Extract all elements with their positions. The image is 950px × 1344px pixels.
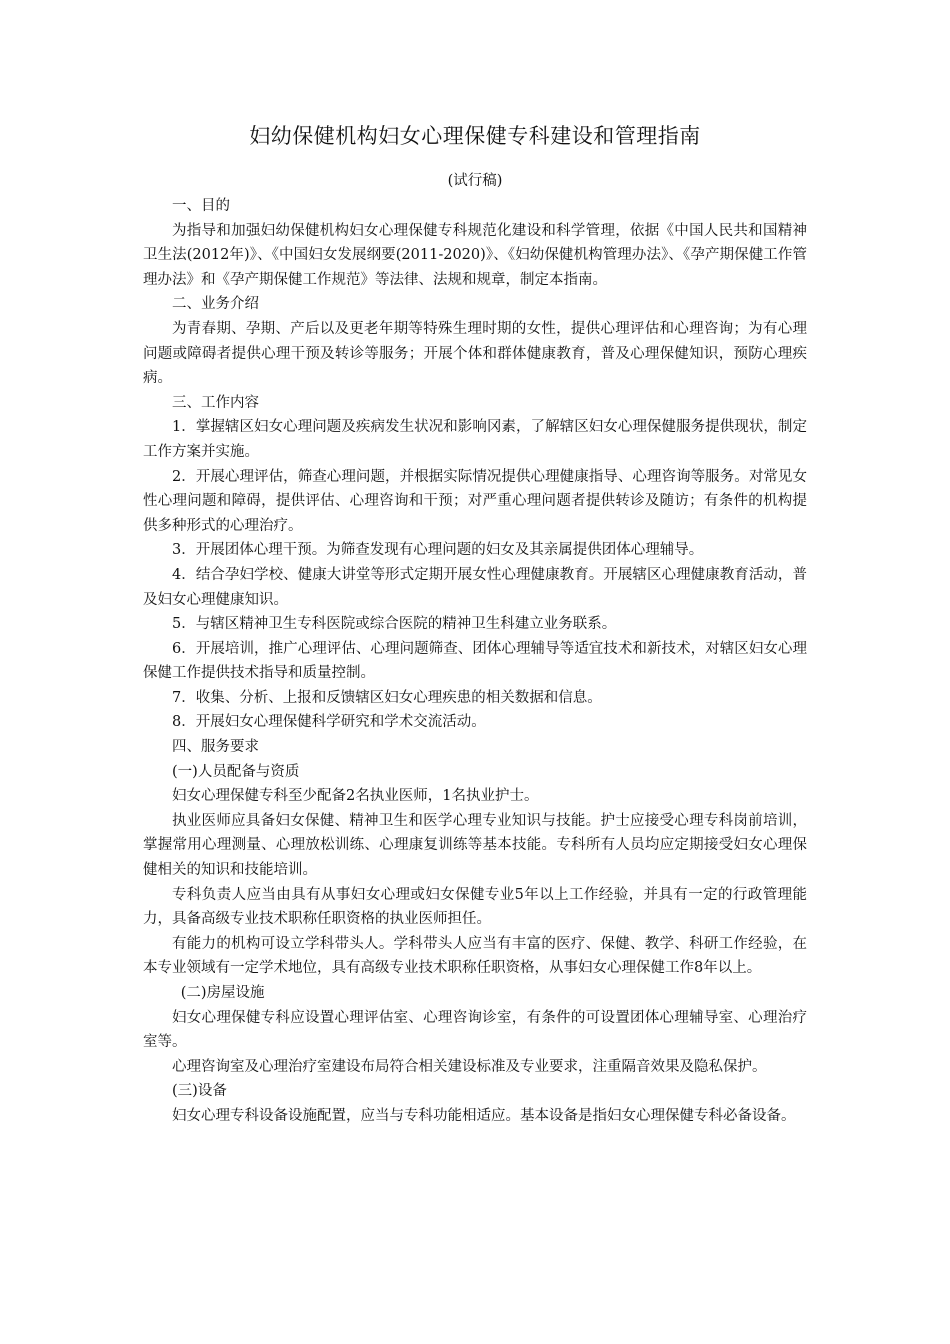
document-subtitle: (试行稿) bbox=[447, 173, 503, 189]
paragraph-business: 为青春期、孕期、产后以及更老年期等特殊生理时期的女性，提供心理评估和心理咨询；为有心理问题或障碍者提供心理干预及转诊等服务；开展个体和群体健康教育，普及心理保健知识，预防心理疾病。 bbox=[143, 320, 807, 387]
section-heading-business: 二、业务介绍 bbox=[172, 296, 259, 313]
subsection-heading-facilities: (二)房屋设施 bbox=[180, 985, 265, 1001]
work-item-1: 1．掌握辖区妇女心理问题及疾病发生状况和影响冈素，了解辖区妇女心理保健服务提供现状，制定工作方案并实施。 bbox=[143, 419, 807, 460]
document-page bbox=[143, 118, 807, 1129]
work-item-6: 6．开展培训，推广心理评估、心理问题筛查、团体心理辅导等适宜技术和新技术，对辖区妇女心理保健工作提供技术指导和质量控制。 bbox=[143, 640, 807, 682]
subsection-heading-staffing: (一)人员配备与资质 bbox=[172, 763, 300, 780]
work-item-8: 8．开展妇女心理保健科学研究和学术交流活动。 bbox=[172, 714, 486, 731]
subsection-heading-equipment: (三)设备 bbox=[172, 1083, 227, 1100]
section-heading-purpose: 一、目的 bbox=[172, 198, 230, 214]
document-title: 妇幼保健机构妇女心理保健专科建设和管理指南 bbox=[249, 124, 701, 148]
section-heading-service-requirements: 四、服务要求 bbox=[172, 739, 259, 756]
paragraph-facilities-layout: 心理咨询室及心理治疗室建设布局符合相关建设标准及专业要求，注重隔音效果及隐私保护。 bbox=[172, 1058, 767, 1075]
work-item-7: 7．收集、分析、上报和反馈辖区妇女心理疾患的相关数据和信息。 bbox=[172, 689, 602, 706]
work-item-2: 2．开展心理评估，筛查心理问题，并根据实际情况提供心理健康指导、心理咨询等服务。对常见女性心理问题和障碍，提供评估、心理咨询和干预；对严重心理问题者提供转诊及随访；有条件的机构提供多种形式的心理治疗。 bbox=[143, 468, 807, 534]
paragraph-staffing-discipline-head: 有能力的机构可设立学科带头人。学科带头人应当有丰富的医疗、保健、教学、科研工作经验，在本专业领域有一定学术地位，具有高级专业技术职称任职资格，从事妇女心理保健工作8年以上。 bbox=[143, 935, 807, 977]
paragraph-equipment: 妇女心理专科设备设施配置，应当与专科功能相适应。基本设备是指妇女心理保健专科必备设备。 bbox=[172, 1107, 796, 1124]
paragraph-purpose: 为指导和加强妇幼保健机构妇女心理保健专科规范化建设和科学管理，依据《中国人民共和国精神卫生法(2012年)》、《中国妇女发展纲要(2011-2020)》、《妇幼保健机构管理办法》、《孕产期保健工作管理办法》和《孕产期保健工作规范》等法律、法规和规章，制定本指南。 bbox=[143, 222, 807, 288]
section-heading-work-content: 三、工作内容 bbox=[172, 394, 259, 411]
work-item-5: 5．与辖区精神卫生专科医院或综合医院的精神卫生科建立业务联系。 bbox=[172, 616, 617, 633]
paragraph-staffing-skills: 执业医师应具备妇女保健、精神卫生和医学心理专业知识与技能。护士应接受心理专科岗前培训，掌握常用心理测量、心理放松训练、心理康复训练等基本技能。专科所有人员均应定期接受妇女心理保健相关的知识和技能培训。 bbox=[143, 812, 807, 879]
paragraph-facilities-rooms: 妇女心理保健专科应设置心理评估室、心理咨询诊室，有条件的可设置团体心理辅导室、心理治疗室等。 bbox=[143, 1009, 807, 1051]
paragraph-staffing-leader: 专科负责人应当由具有从事妇女心理或妇女保健专业5年以上工作经验，并具有一定的行政管理能力，具备高级专业技术职称任职资格的执业医师担任。 bbox=[143, 886, 807, 928]
paragraph-staffing-count: 妇女心理保健专科至少配备2名执业医师，1名执业护士。 bbox=[172, 788, 539, 805]
work-item-4: 4．结合孕妇学校、健康大讲堂等形式定期开展女性心理健康教育。开展辖区心理健康教育活动，普及妇女心理健康知识。 bbox=[143, 566, 807, 608]
work-item-3: 3．开展团体心理干预。为筛查发现有心理问题的妇女及其亲属提供团体心理辅导。 bbox=[172, 542, 704, 559]
